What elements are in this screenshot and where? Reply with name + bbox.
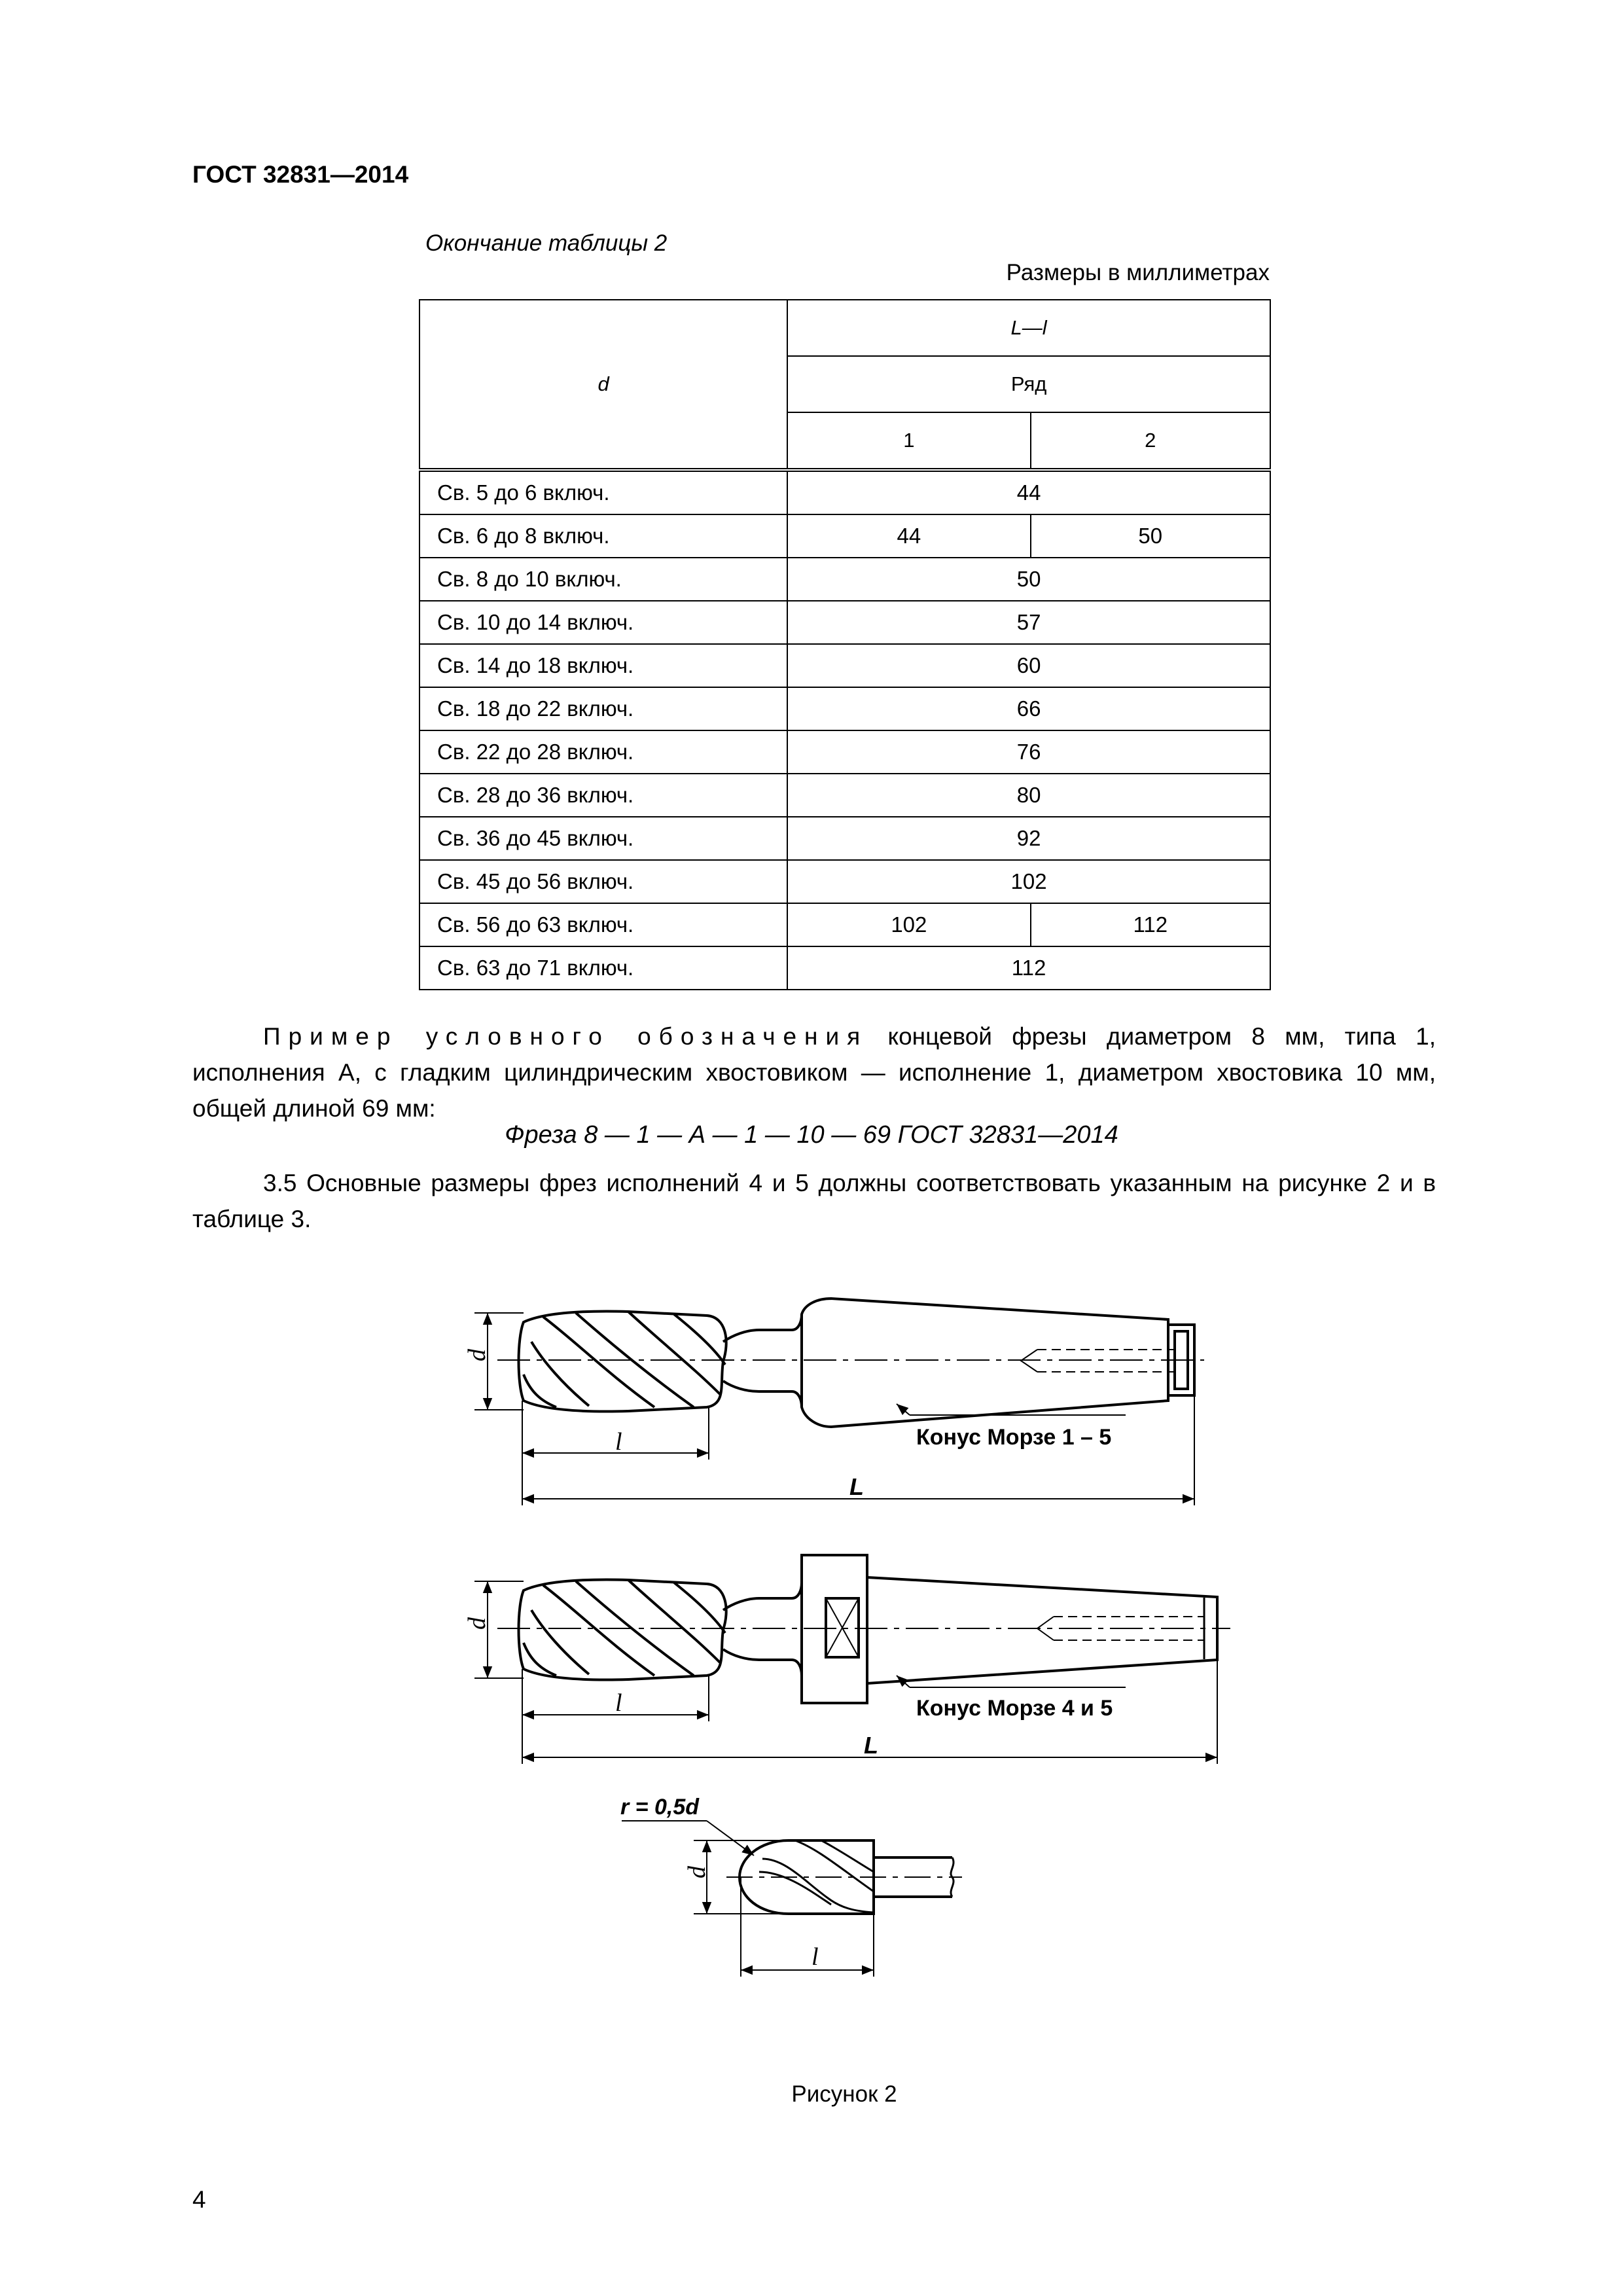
- range-cell: Св. 6 до 8 включ.: [419, 514, 787, 558]
- table-row: [419, 730, 1270, 774]
- table-row: [419, 644, 1270, 687]
- range-cell: Св. 14 до 18 включ.: [419, 644, 787, 687]
- table-row: [419, 514, 1270, 558]
- cutter-morse-4-5: [497, 1555, 1230, 1703]
- range-cell: Св. 36 до 45 включ.: [419, 817, 787, 860]
- table-row: [419, 860, 1270, 903]
- value-cell-series-2: 50: [1031, 514, 1270, 558]
- label-d-upper: d: [463, 1349, 491, 1361]
- header-series: Ряд: [787, 356, 1270, 412]
- table-row: [419, 687, 1270, 730]
- table-caption: Окончание таблицы 2: [425, 230, 668, 256]
- label-radius: r = 0,5d: [620, 1795, 700, 1820]
- table-row: [419, 601, 1270, 644]
- label-d-middle: d: [463, 1617, 491, 1630]
- range-cell: Св. 10 до 14 включ.: [419, 601, 787, 644]
- header-l-group: L—l: [787, 300, 1270, 356]
- value-cell: 60: [787, 644, 1270, 687]
- value-cell-series-1: 102: [787, 903, 1030, 946]
- header-series-1: 1: [787, 412, 1030, 470]
- range-cell: Св. 8 до 10 включ.: [419, 558, 787, 601]
- table-row: [419, 946, 1270, 990]
- table-row: [419, 817, 1270, 860]
- label-l-upper: l: [615, 1428, 622, 1456]
- label-L-upper: L: [849, 1473, 864, 1500]
- designation-example: Фреза 8 — 1 — А — 1 — 10 — 69 ГОСТ 32831—2014: [505, 1121, 1118, 1149]
- value-cell: 102: [787, 860, 1270, 903]
- dimensions-upper: [474, 1313, 1194, 1505]
- value-cell-series-2: 112: [1031, 903, 1270, 946]
- label-l-detail: l: [812, 1943, 819, 1971]
- value-cell: 44: [787, 470, 1270, 514]
- value-cell: 57: [787, 601, 1270, 644]
- range-cell: Св. 63 до 71 включ.: [419, 946, 787, 990]
- range-cell: Св. 56 до 63 включ.: [419, 903, 787, 946]
- page-number: 4: [192, 2186, 206, 2213]
- units-note: Размеры в миллиметрах: [1006, 260, 1270, 285]
- clause-3-5: 3.5 Основные размеры фрез исполнений 4 и 5 должны соответствовать указанным на рисунке 2 и в таблице 3.: [192, 1170, 1436, 1232]
- label-morse-1-5: Конус Морзе 1 – 5: [916, 1425, 1112, 1450]
- value-cell: 66: [787, 687, 1270, 730]
- document-header: ГОСТ 32831—2014: [192, 161, 409, 188]
- value-cell: 92: [787, 817, 1270, 860]
- label-L-middle: L: [864, 1732, 878, 1759]
- value-cell-series-1: 44: [787, 514, 1030, 558]
- label-d-detail: d: [683, 1866, 711, 1878]
- table-row: [419, 558, 1270, 601]
- label-morse-4-5: Конус Морзе 4 и 5: [916, 1696, 1113, 1721]
- table-row: [419, 774, 1270, 817]
- example-lead: Пример условного обозначения: [263, 1023, 868, 1050]
- value-cell: 80: [787, 774, 1270, 817]
- table-row: [419, 903, 1270, 946]
- value-cell: 112: [787, 946, 1270, 990]
- dimensions-table: [419, 299, 1271, 990]
- example-text: концевой фрезы диаметром 8 мм, типа 1, исполнения А, с гладким цилиндрическим хвостовиком — исполнение 1, диаметром хвостовика 10 мм, общей длиной 69 мм:: [192, 1023, 1436, 1122]
- designation-example-paragraph: [192, 1018, 1436, 1126]
- ball-nose-detail: [726, 1840, 962, 1914]
- table-row: [419, 470, 1270, 514]
- header-series-2: 2: [1031, 412, 1270, 470]
- range-cell: Св. 18 до 22 включ.: [419, 687, 787, 730]
- cutter-morse-1-5: [497, 1299, 1204, 1427]
- value-cell: 76: [787, 730, 1270, 774]
- label-l-middle: l: [615, 1689, 622, 1717]
- header-d: d: [419, 300, 787, 470]
- range-cell: Св. 45 до 56 включ.: [419, 860, 787, 903]
- figure-2-drawing: [0, 1244, 1623, 2068]
- figure-caption: Рисунок 2: [791, 2081, 897, 2107]
- range-cell: Св. 28 до 36 включ.: [419, 774, 787, 817]
- value-cell: 50: [787, 558, 1270, 601]
- range-cell: Св. 22 до 28 включ.: [419, 730, 787, 774]
- range-cell: Св. 5 до 6 включ.: [419, 470, 787, 514]
